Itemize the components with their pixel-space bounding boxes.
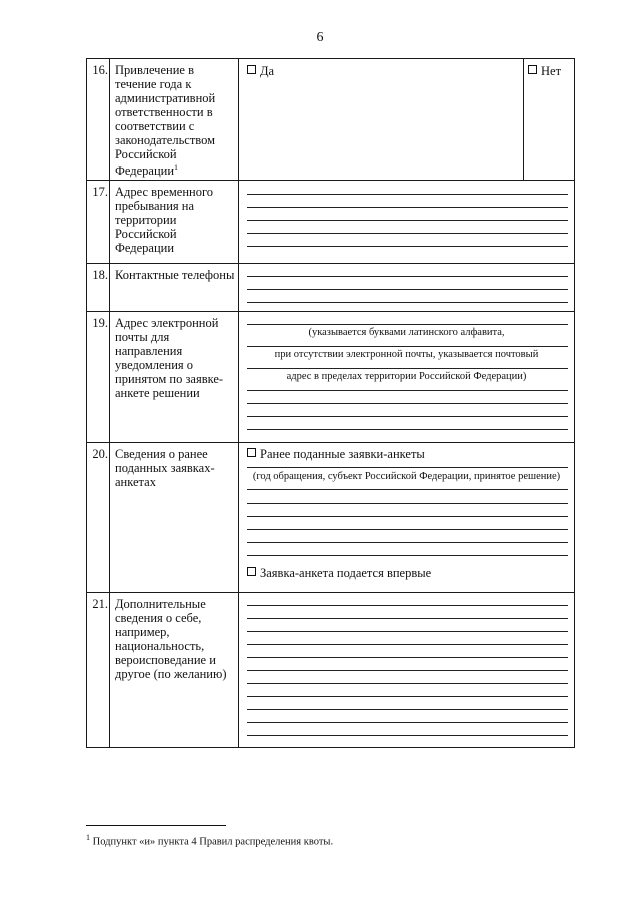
fill-line	[247, 631, 568, 632]
fill-line	[247, 605, 568, 606]
footnote-mark: 1	[86, 833, 90, 842]
fill-line	[247, 368, 568, 369]
footnote-divider	[86, 825, 226, 826]
fill-line	[247, 220, 568, 221]
previous-applications-field	[239, 443, 575, 593]
no-label: Нет	[541, 64, 562, 78]
fill-line	[247, 516, 568, 517]
checkbox-icon[interactable]	[247, 567, 256, 576]
fill-line	[247, 207, 568, 208]
footnote	[86, 833, 333, 848]
row-number: 17.	[87, 181, 110, 264]
phone-input-area[interactable]	[239, 264, 575, 312]
fill-line	[247, 346, 568, 347]
address-input-area[interactable]	[239, 181, 575, 264]
previous-applications-label: Ранее поданные заявки-анкеты	[260, 447, 425, 461]
row-label: Адрес временного пребывания на территории Российской Федерации	[110, 181, 239, 264]
fill-line	[247, 246, 568, 247]
fill-line	[247, 390, 568, 391]
row-label: Сведения о ранее поданных заявках-анкетах	[110, 443, 239, 593]
no-option[interactable]	[523, 59, 574, 180]
fill-line	[247, 489, 568, 490]
row-label: Адрес электронной почты для направления уведомления о принятом по заявке-анкете решении	[110, 312, 239, 443]
fill-line	[247, 735, 568, 736]
row-label	[110, 59, 239, 181]
fill-line	[247, 194, 568, 195]
email-hint-line-3: адрес в пределах территории Российской Федерации)	[286, 371, 527, 382]
fill-line	[247, 644, 568, 645]
row-label: Дополнительные сведения о себе, например, национальность, вероисповедание и другое (по желанию)	[110, 593, 239, 748]
fill-line	[247, 670, 568, 671]
page-number: 6	[316, 30, 324, 45]
row-number: 20.	[87, 443, 110, 593]
fill-line	[247, 542, 568, 543]
email-hint-line-2: при отсутствии электронной почты, указывается почтовый	[274, 349, 539, 360]
yes-label: Да	[260, 64, 275, 78]
row-21	[87, 593, 575, 748]
fill-line	[247, 529, 568, 530]
row-number: 19.	[87, 312, 110, 443]
fill-line	[247, 416, 568, 417]
fill-line	[247, 276, 568, 277]
email-input-area[interactable]	[239, 312, 575, 443]
checkbox-icon[interactable]	[528, 65, 537, 74]
footnote-text: Подпункт «и» пункта 4 Правил распределения квоты.	[92, 836, 334, 848]
footnote-reference: 1	[174, 163, 179, 172]
row-number: 21.	[87, 593, 110, 748]
row-19	[87, 312, 575, 443]
first-application-option[interactable]	[247, 566, 431, 580]
fill-line	[247, 289, 568, 290]
email-hint-line-1: (указывается буквами латинского алфавита,	[308, 327, 505, 338]
fill-line	[247, 696, 568, 697]
checkbox-icon[interactable]	[247, 65, 256, 74]
fill-line	[247, 324, 568, 325]
application-form-table	[86, 58, 575, 748]
row-17	[87, 181, 575, 264]
fill-line	[247, 403, 568, 404]
row-16-field	[239, 59, 575, 181]
fill-line	[247, 233, 568, 234]
first-application-label: Заявка-анкета подается впервые	[260, 566, 432, 580]
fill-line	[247, 503, 568, 504]
fill-line	[247, 429, 568, 430]
fill-line	[247, 302, 568, 303]
row-18	[87, 264, 575, 312]
row-label-text: Привлечение в течение года к административной ответственности в соответствии с законодательством Российской Федерации	[115, 63, 216, 179]
row-20	[87, 443, 575, 593]
fill-line	[247, 709, 568, 710]
row-number: 18.	[87, 264, 110, 312]
yes-option[interactable]	[239, 59, 523, 180]
fill-line	[247, 618, 568, 619]
fill-line	[247, 683, 568, 684]
row-label: Контактные телефоны	[110, 264, 239, 312]
row-number: 16.	[87, 59, 110, 181]
previous-applications-hint: (год обращения, субъект Российской Федерации, принятое решение)	[252, 471, 561, 482]
previous-applications-option[interactable]	[247, 447, 425, 461]
row-16	[87, 59, 575, 181]
fill-line	[247, 722, 568, 723]
fill-line	[247, 467, 568, 468]
fill-line	[247, 555, 568, 556]
additional-info-input-area[interactable]	[239, 593, 575, 748]
fill-line	[247, 657, 568, 658]
checkbox-icon[interactable]	[247, 448, 256, 457]
